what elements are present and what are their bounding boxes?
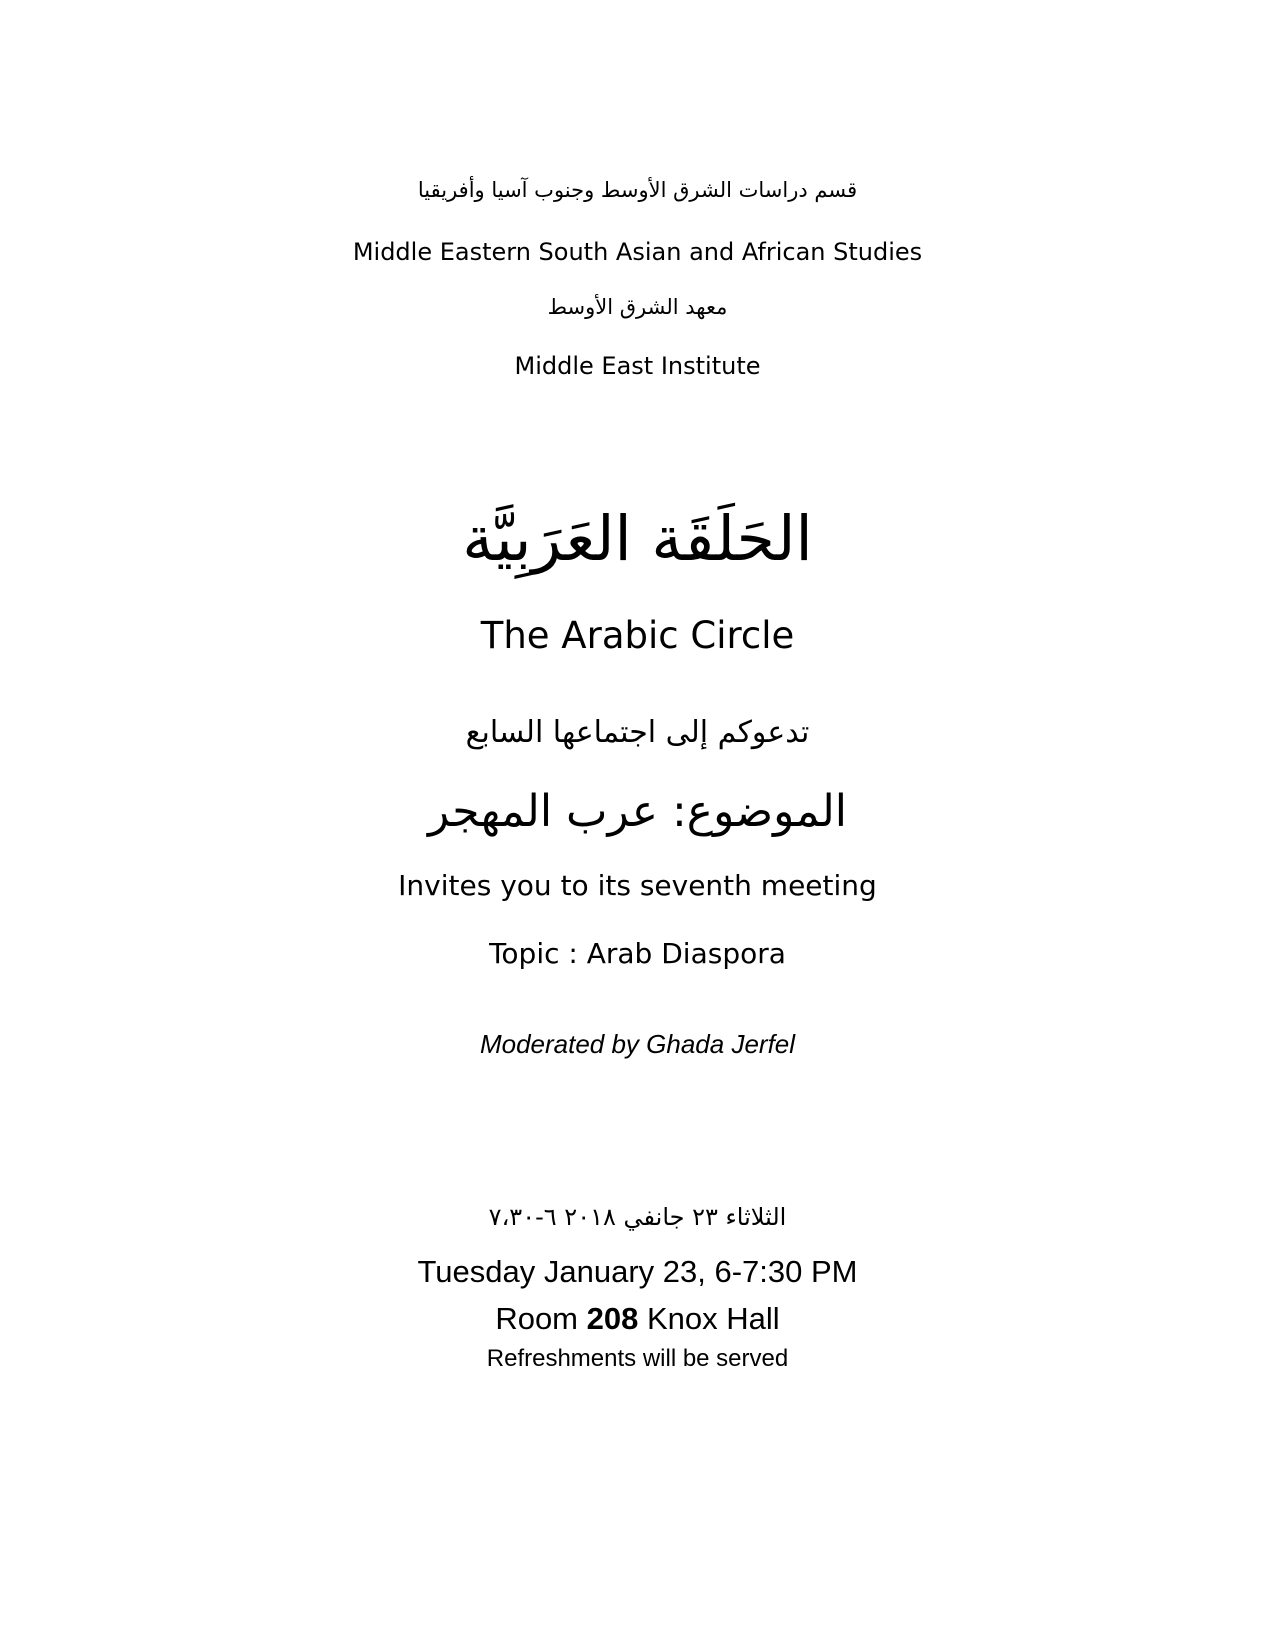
institute-name-arabic: معهد الشرق الأوسط <box>547 295 728 319</box>
department-name-arabic: قسم دراسات الشرق الأوسط وجنوب آسيا وأفريقيا <box>417 178 858 202</box>
event-date-arabic: الثلاثاء ٢٣ جانفي ٢٠١٨ ٦-٧،٣٠ <box>488 1203 787 1231</box>
event-title-arabic: الحَلَقَة العَرَبِيَّة <box>462 502 813 575</box>
event-title-english: The Arabic Circle <box>480 614 795 657</box>
department-name-english: Middle Eastern South Asian and African Studies <box>352 238 923 266</box>
event-location <box>0 1303 1275 1334</box>
room-prefix: Room <box>495 1301 579 1336</box>
invitation-english: Invites you to its seventh meeting <box>398 869 877 902</box>
room-number: 208 <box>586 1301 639 1336</box>
event-date-english: Tuesday January 23, 6-7:30 PM <box>417 1254 858 1289</box>
invitation-arabic: تدعوكم إلى اجتماعها السابع <box>465 715 810 750</box>
topic-arabic: الموضوع: عرب المهجر <box>428 786 847 837</box>
institute-name-english: Middle East Institute <box>514 352 761 380</box>
topic-english: Topic : Arab Diaspora <box>489 937 786 970</box>
room-building: Knox Hall <box>647 1301 780 1336</box>
moderator-line: Moderated by Ghada Jerfel <box>479 1029 796 1059</box>
refreshments-note: Refreshments will be served <box>486 1345 789 1372</box>
